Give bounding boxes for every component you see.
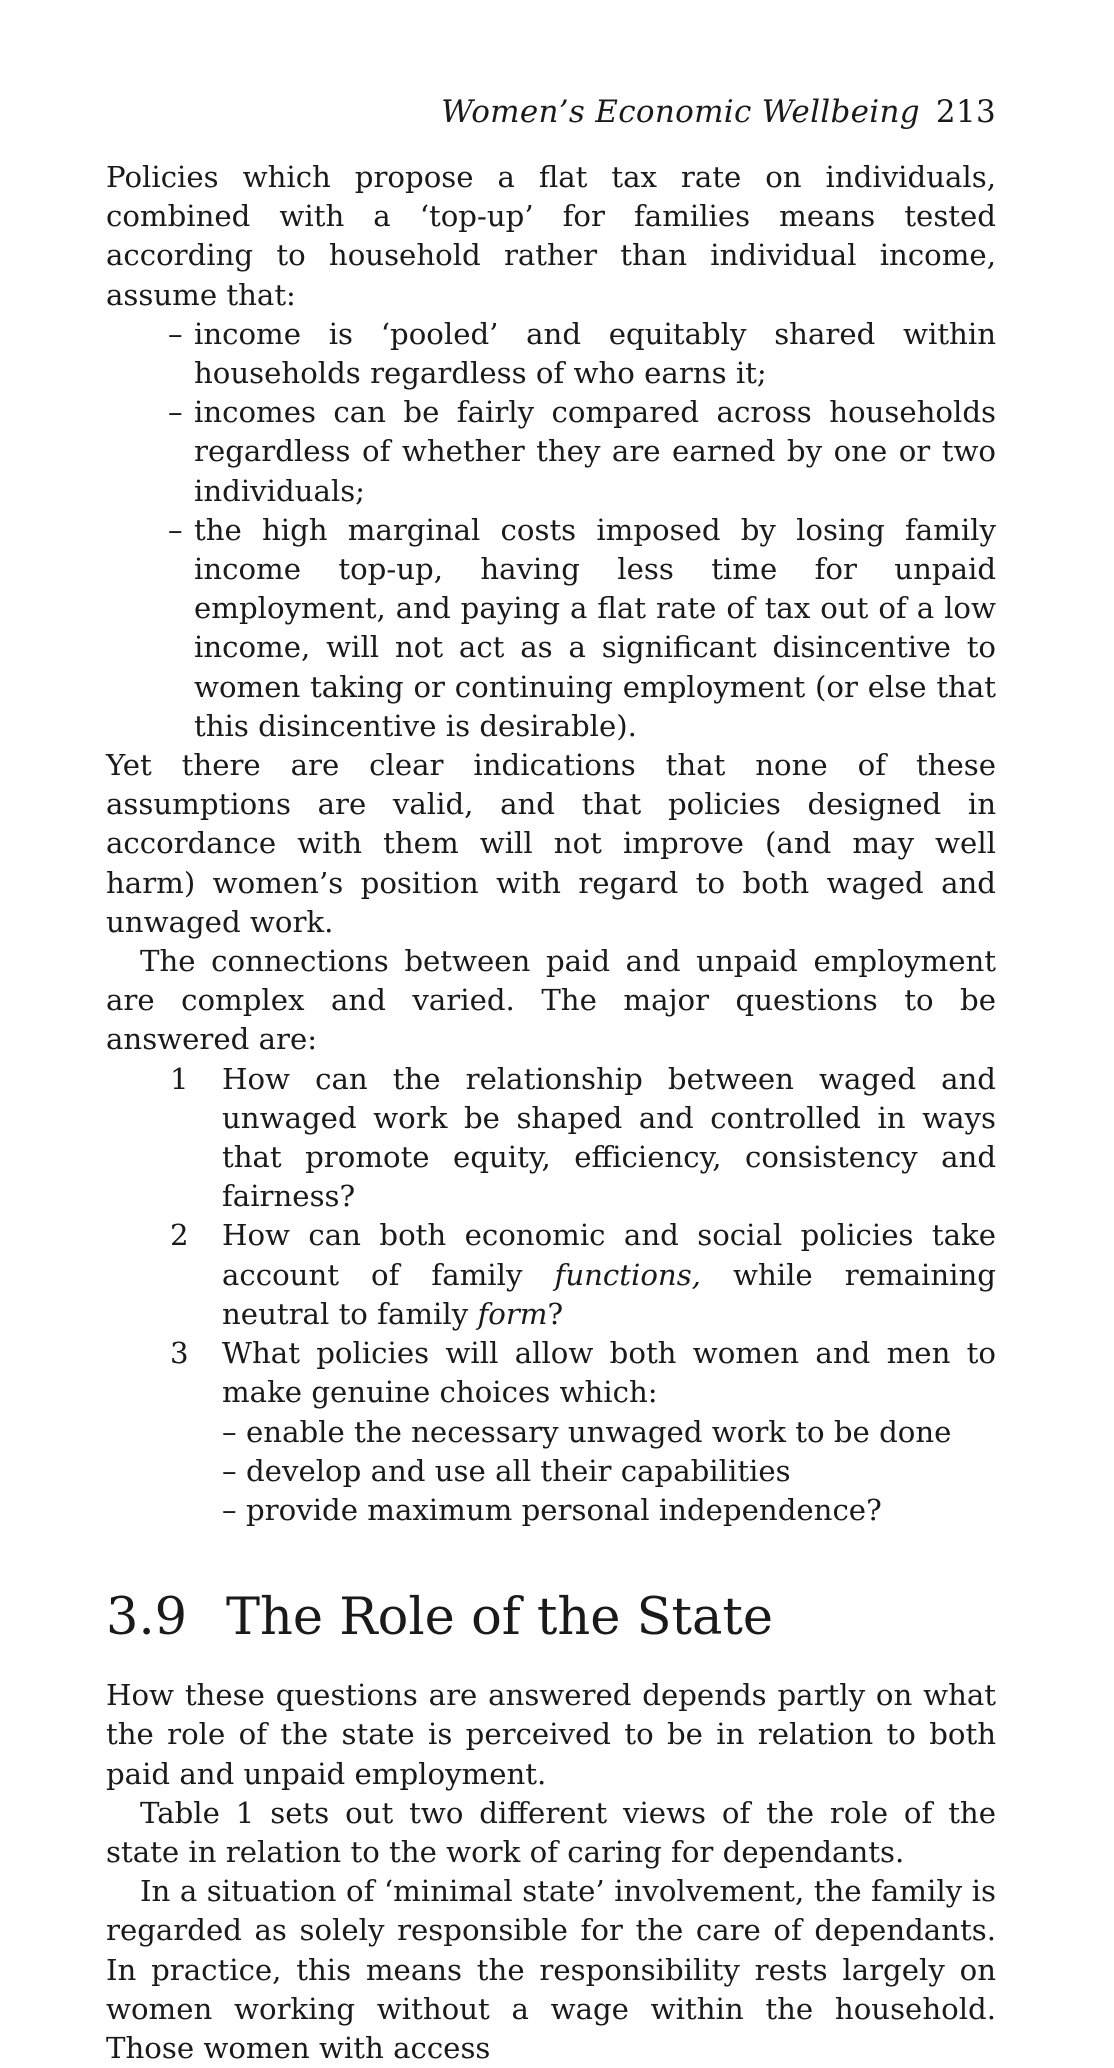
running-header [106,94,996,130]
section-paragraph: How these questions are answered depends partly on what the role of the state is perceived to be in relation to both paid and unpaid employment. [106,1678,996,1791]
question-item [106,1216,996,1334]
page-body [106,158,996,2068]
question-text: How can the relationship between waged and unwaged work be shaped and controlled in ways that promote equity, efficiency, consistency and fairness? [222,1061,996,1214]
question-item [106,1334,996,1530]
choices-list [222,1413,996,1531]
section-number: 3.9 [106,1588,188,1648]
question-number: 2 [170,1218,189,1253]
assumption-item [106,393,996,511]
page-number: 213 [935,94,996,130]
question-text-part: How can both economic and social policies take account of family [222,1218,996,1292]
choice-item [222,1413,996,1452]
yet-paragraph: Yet there are clear indications that none of these assumptions are valid, and that policies designed in accordance with them will not improve (and may well harm) women’s position with regard to both waged and unwaged work. [106,748,996,939]
assumption-text: income is ‘pooled’ and equitably shared within households regardless of who earns it; [194,316,996,391]
intro-paragraph: Policies which propose a flat tax rate on individuals, combined with a ‘top-up’ for families means tested according to household rather than individual income, assume that: [106,160,996,312]
choice-text: enable the necessary unwaged work to be done [246,1414,952,1449]
section-title: The Role of the State [226,1588,774,1648]
assumptions-list [106,315,996,746]
choice-text: develop and use all their capabilities [246,1453,791,1488]
assumption-text: the high marginal costs imposed by losing family income top-up, having less time for unpaid employment, and paying a flat rate of tax out of a low income, will not act as a significant disincentive to women taking or continuing employment (or else that this disincentive is desirable). [194,512,996,743]
assumption-item [106,315,996,393]
section-paragraph: Table 1 sets out two different views of the role of the state in relation to the work of caring for dependants. [106,1795,996,1869]
choice-text: provide maximum personal independence? [246,1492,882,1527]
choice-item [222,1491,996,1530]
dash-marker: – [168,512,183,547]
running-title: Women’s Economic Wellbeing [441,94,920,130]
question-item [106,1060,996,1217]
section-heading [106,1588,996,1648]
dash-marker: – [168,395,183,430]
questions-list [106,1060,996,1530]
question-number: 1 [170,1061,189,1096]
dash-marker: – [222,1414,237,1449]
question-emphasis: form [477,1296,548,1331]
question-text-part: ? [547,1296,564,1331]
assumption-item [106,511,996,746]
dash-marker: – [168,316,183,351]
question-text: What policies will allow both women and men to make genuine choices which: [222,1336,996,1410]
question-number: 3 [170,1336,189,1371]
connections-paragraph: The connections between paid and unpaid employment are complex and varied. The major questions to be answered are: [106,944,996,1057]
assumption-text: incomes can be fairly compared across households regardless of whether they are earned by one or two individuals; [194,395,996,508]
dash-marker: – [222,1453,237,1488]
section-paragraph: In a situation of ‘minimal state’ involvement, the family is regarded as solely responsible for the care of dependants. In practice, this means the responsibility rests largely on women working without a wage within the household. Those women with access [106,1874,996,2065]
choice-item [222,1452,996,1491]
question-emphasis: functions, [554,1257,701,1292]
dash-marker: – [222,1492,237,1527]
question-text-part: while remaining neutral to family [222,1257,996,1331]
